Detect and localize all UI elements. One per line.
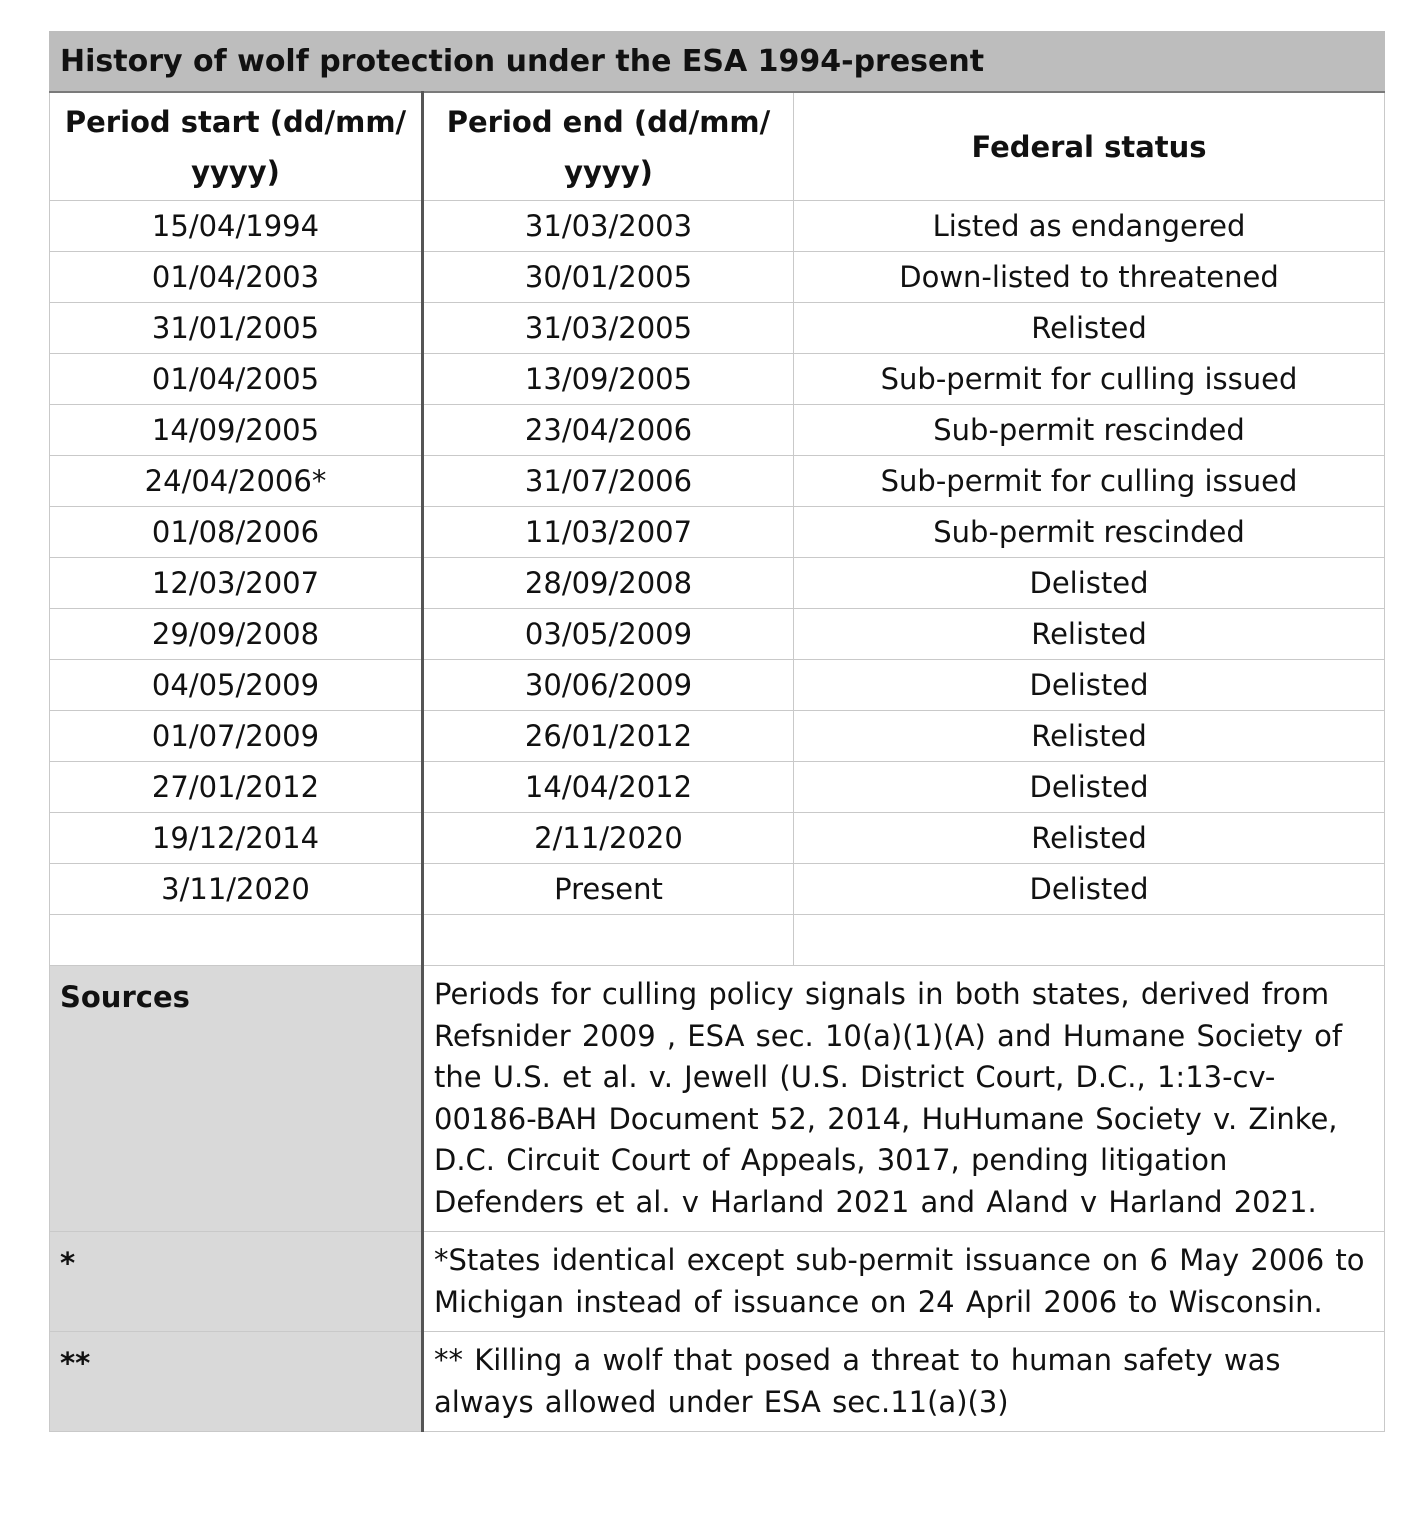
table-row (50, 762, 1385, 813)
table-row (50, 405, 1385, 456)
period-end-cell: 14/04/2012 (423, 762, 794, 813)
period-start-cell: 14/09/2005 (50, 405, 423, 456)
federal-status-cell: Delisted (794, 660, 1385, 711)
period-start-cell: 19/12/2014 (50, 813, 423, 864)
note-row (50, 1332, 1385, 1432)
period-end-cell: 23/04/2006 (423, 405, 794, 456)
table-row (50, 864, 1385, 915)
table-row (50, 609, 1385, 660)
period-start-cell: 01/08/2006 (50, 507, 423, 558)
note-key: ** (50, 1332, 423, 1432)
table-row (50, 303, 1385, 354)
federal-status-cell: Sub-permit for culling issued (794, 456, 1385, 507)
period-start-cell: 12/03/2007 (50, 558, 423, 609)
note-key: * (50, 1232, 423, 1332)
period-start-cell: 04/05/2009 (50, 660, 423, 711)
note-text: Periods for culling policy signals in both states, derived from Refsnider 2009 , ESA sec. 10(a)(1)(A) and Humane Society of the U.S. et al. v. Jewell (U.S. District Court, D.C., 1:13-cv-00186-BAH Document 52, 2014, HuHumane Society v. Zinke, D.C. Circuit Court of Appeals, 3017, pending litigation Defenders et al. v Harland 2021 and Aland v Harland 2021. (423, 966, 1385, 1232)
blank-cell (423, 915, 794, 966)
table-row (50, 456, 1385, 507)
header-federal-status: Federal status (794, 92, 1385, 201)
title-row (50, 32, 1385, 93)
blank-row (50, 915, 1385, 966)
period-end-cell: 30/01/2005 (423, 252, 794, 303)
note-text: ** Killing a wolf that posed a threat to human safety was always allowed under ESA sec.11(a)(3) (423, 1332, 1385, 1432)
blank-cell (794, 915, 1385, 966)
period-end-cell: 31/03/2005 (423, 303, 794, 354)
period-start-cell: 01/07/2009 (50, 711, 423, 762)
table-row (50, 813, 1385, 864)
note-key: Sources (50, 966, 423, 1232)
note-row (50, 1232, 1385, 1332)
federal-status-cell: Sub-permit for culling issued (794, 354, 1385, 405)
header-row (50, 92, 1385, 201)
federal-status-cell: Relisted (794, 609, 1385, 660)
period-start-cell: 31/01/2005 (50, 303, 423, 354)
federal-status-cell: Relisted (794, 813, 1385, 864)
federal-status-cell: Delisted (794, 558, 1385, 609)
period-end-cell: 11/03/2007 (423, 507, 794, 558)
period-start-cell: 01/04/2003 (50, 252, 423, 303)
header-period-end: Period end (dd/mm/ yyyy) (423, 92, 794, 201)
period-start-cell: 01/04/2005 (50, 354, 423, 405)
table-row (50, 711, 1385, 762)
period-end-cell: 13/09/2005 (423, 354, 794, 405)
period-end-cell: 30/06/2009 (423, 660, 794, 711)
header-period-start: Period start (dd/mm/ yyyy) (50, 92, 423, 201)
federal-status-cell: Relisted (794, 303, 1385, 354)
wolf-protection-table (49, 31, 1385, 1432)
federal-status-cell: Sub-permit rescinded (794, 507, 1385, 558)
period-start-cell: 27/01/2012 (50, 762, 423, 813)
period-end-cell: 31/03/2003 (423, 201, 794, 252)
table-row (50, 201, 1385, 252)
period-end-cell: 2/11/2020 (423, 813, 794, 864)
federal-status-cell: Relisted (794, 711, 1385, 762)
table-row (50, 558, 1385, 609)
period-end-cell: 26/01/2012 (423, 711, 794, 762)
period-end-cell: Present (423, 864, 794, 915)
federal-status-cell: Down-listed to threatened (794, 252, 1385, 303)
table-row (50, 354, 1385, 405)
table-title: History of wolf protection under the ESA 1994-present (50, 32, 1385, 93)
period-start-cell: 29/09/2008 (50, 609, 423, 660)
period-end-cell: 31/07/2006 (423, 456, 794, 507)
federal-status-cell: Sub-permit rescinded (794, 405, 1385, 456)
table-row (50, 507, 1385, 558)
federal-status-cell: Listed as endangered (794, 201, 1385, 252)
period-end-cell: 03/05/2009 (423, 609, 794, 660)
period-start-cell: 24/04/2006* (50, 456, 423, 507)
period-start-cell: 3/11/2020 (50, 864, 423, 915)
blank-cell (50, 915, 423, 966)
period-end-cell: 28/09/2008 (423, 558, 794, 609)
table-row (50, 660, 1385, 711)
period-start-cell: 15/04/1994 (50, 201, 423, 252)
federal-status-cell: Delisted (794, 864, 1385, 915)
table-row (50, 252, 1385, 303)
note-row (50, 966, 1385, 1232)
note-text: *States identical except sub-permit issuance on 6 May 2006 to Michigan instead of issuance on 24 April 2006 to Wisconsin. (423, 1232, 1385, 1332)
federal-status-cell: Delisted (794, 762, 1385, 813)
